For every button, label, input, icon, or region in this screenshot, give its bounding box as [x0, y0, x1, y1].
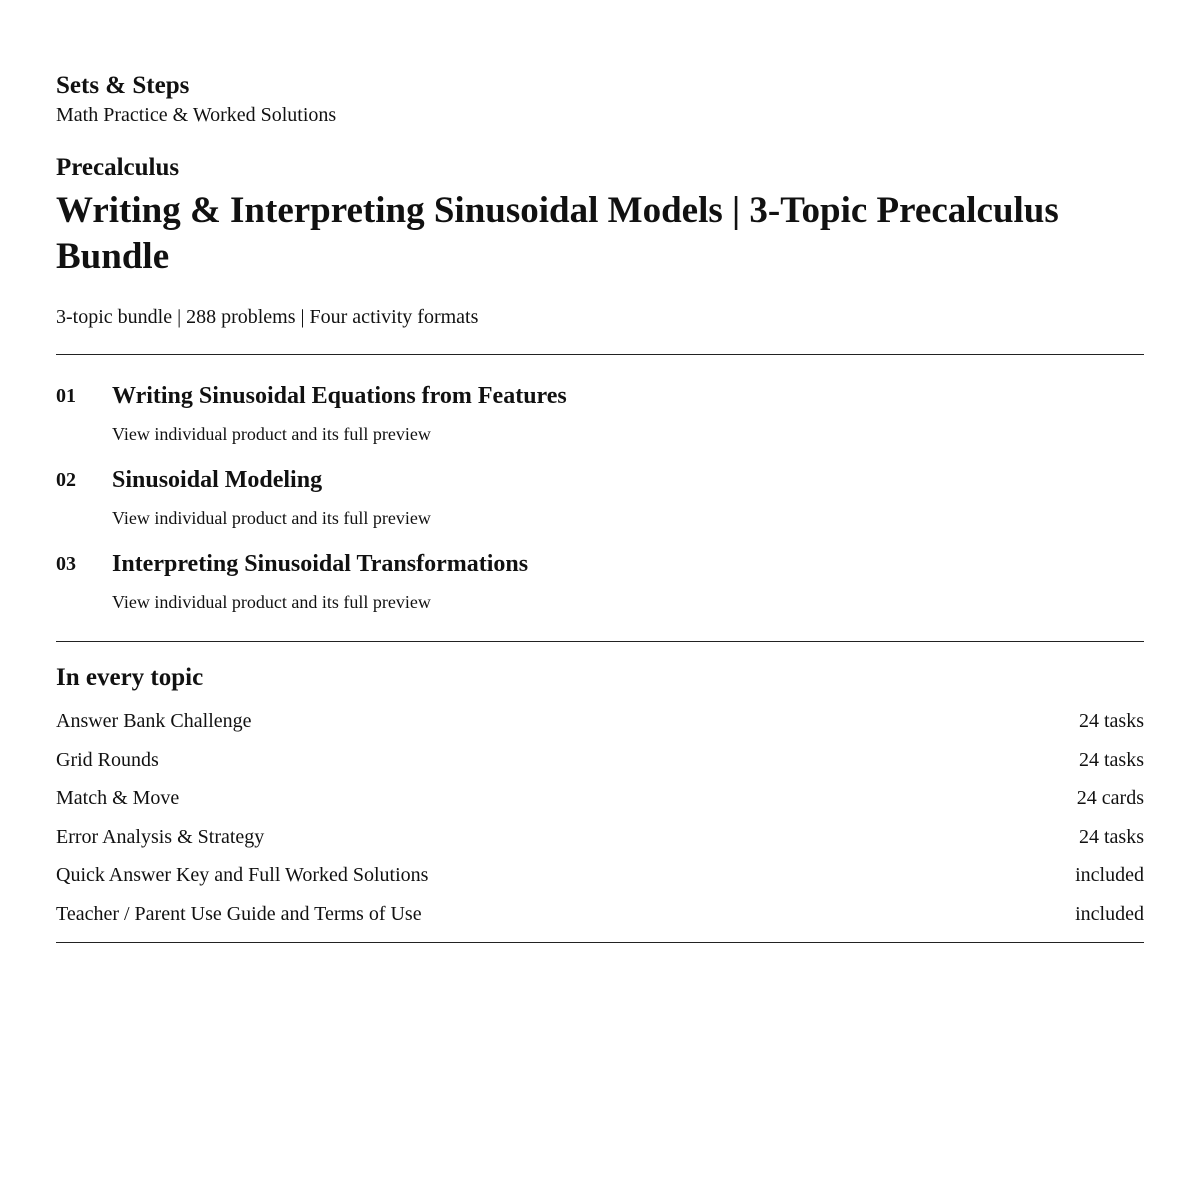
included-value: 24 tasks	[1079, 825, 1144, 848]
included-label: Grid Rounds	[56, 748, 159, 771]
included-row	[56, 862, 1144, 901]
topic-title: Writing Sinusoidal Equations from Features	[112, 383, 567, 409]
included-row	[56, 824, 1144, 863]
included-value: included	[1075, 902, 1144, 925]
included-row	[56, 785, 1144, 824]
topic-preview-link[interactable]: View individual product and its full preview	[112, 424, 431, 444]
topic-item	[56, 381, 1144, 445]
included-row	[56, 901, 1144, 940]
topic-title: Interpreting Sinusoidal Transformations	[112, 551, 529, 577]
topic-item	[56, 549, 1144, 613]
included-value: 24 tasks	[1079, 748, 1144, 771]
included-label: Error Analysis & Strategy	[56, 825, 265, 848]
included-value: 24 cards	[1076, 787, 1144, 810]
topic-preview-link[interactable]: View individual product and its full preview	[112, 592, 431, 612]
topic-number: 02	[56, 469, 76, 491]
topic-number: 01	[56, 385, 76, 407]
divider-bottom	[56, 942, 1144, 943]
included-value: included	[1075, 864, 1144, 887]
divider-middle	[56, 641, 1144, 642]
included-section	[56, 662, 1144, 940]
included-label: Answer Bank Challenge	[56, 710, 252, 732]
brand-tagline: Math Practice & Worked Solutions	[56, 104, 337, 126]
topic-title: Sinusoidal Modeling	[112, 467, 323, 493]
included-row	[56, 708, 1144, 747]
brand-header	[56, 70, 1144, 128]
page-title: Writing & Interpreting Sinusoidal Models | 3-Topic Precalculus Bundle	[56, 190, 1059, 277]
product-summary: 3-topic bundle | 288 problems | Four activity formats	[56, 306, 479, 328]
included-label: Teacher / Parent Use Guide and Terms of Use	[56, 902, 422, 925]
subject-label: Precalculus	[56, 154, 180, 181]
included-label: Match & Move	[56, 787, 180, 810]
topic-preview-link[interactable]: View individual product and its full preview	[112, 508, 431, 528]
topic-number: 03	[56, 553, 76, 575]
included-row	[56, 747, 1144, 786]
included-heading: In every topic	[56, 664, 204, 691]
included-value: 24 tasks	[1079, 710, 1144, 732]
topic-item	[56, 465, 1144, 529]
included-label: Quick Answer Key and Full Worked Solutions	[56, 864, 429, 887]
brand-name: Sets & Steps	[56, 72, 190, 99]
topic-list	[56, 355, 1144, 613]
